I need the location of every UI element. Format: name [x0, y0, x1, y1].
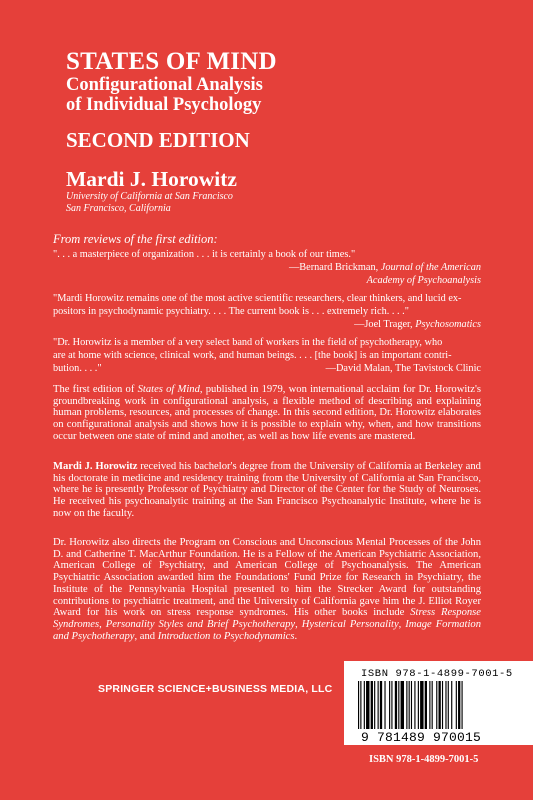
affiliation-line-1: University of California at San Francisco [66, 191, 233, 202]
author-bio-paragraph [53, 461, 481, 520]
edition-label: SECOND EDITION [66, 128, 250, 152]
author-affiliation [66, 191, 233, 215]
review-attribution-1a: —Bernard Brickman, Journal of the American [289, 262, 481, 273]
barcode-bar [436, 681, 437, 729]
publisher-name: SPRINGER SCIENCE+BUSINESS MEDIA, LLC [98, 683, 333, 695]
review-quote-2b: positors in psychodynamic psychiatry. . . . The current book is . . . extremely rich. . . ." [53, 306, 409, 317]
author-awards-paragraph: Dr. Horowitz also directs the Program on Conscious and Unconscious Mental Processes of the John D. and Catherine T. MacArthur Foundation. He is a Fellow of the American Psychiatric Association, American College of Psychiatry, and American College of Psychoanalysis. The American Psychiatric Association awarded him the Foundations' Fund Prize for Research in Psychiatry, the Institute of the Pennsylvania Hospital presented to him the Strecker Award for outstanding contributions to psychiatric treatment, and the University of California gave him the J. Elliot Royer Award for his work on stress response syndromes. His other books include Stress Response Syndromes, Personality Styles and Brief Psychotherapy, Hysterical Personality, Image Formation and Psychotherapy, and Introduction to Psychodynamics. [53, 537, 482, 642]
barcode-bar [462, 681, 463, 729]
author-bio-text: received his bachelor's degree from the University of California at Berkeley and his doctorate in medicine and residency training from the University of California at San Francisco, where he is presently Professor of Psychiatry and Director of the Center for the Study of Neuroses. He received his psychoanalytic training at the San Francisco Psychoanalytic Institute, where he is now on the faculty. [53, 461, 481, 519]
barcode-bar [439, 681, 441, 729]
barcode-bar [458, 681, 460, 729]
barcode-bar [448, 681, 449, 729]
barcode-bar [414, 681, 415, 729]
barcode-bar [395, 681, 397, 729]
barcode-bar [442, 681, 443, 729]
barcode-bar [445, 681, 446, 729]
reviews-heading: From reviews of the first edition: [53, 232, 218, 246]
barcode-bar [432, 681, 433, 729]
barcode-bar [418, 681, 419, 729]
barcode-bar [380, 681, 382, 729]
review-quote-3b: are at home with science, clinical work, and human beings. . . . [the book] is an important contri- [53, 350, 452, 361]
barcode-bar [401, 681, 404, 729]
barcode-bar [358, 681, 359, 729]
book-title: STATES OF MIND [66, 48, 277, 75]
review-attribution-3: —David Malan, The Tavistock Clinic [325, 363, 481, 374]
barcode-bar [429, 681, 430, 729]
barcode-icon [358, 681, 518, 731]
review-attribution-2: —Joel Trager, Psychosomatics [354, 319, 481, 330]
subtitle-line-1: Configurational Analysis [66, 75, 263, 95]
barcode-bar [409, 681, 410, 729]
barcode-bar [384, 681, 385, 729]
isbn-footer: ISBN 978-1-4899-7001-5 [369, 754, 479, 765]
review-quote-1: ". . . a masterpiece of organization . . . it is certainly a book of our times." [53, 249, 356, 260]
barcode-bar [366, 681, 369, 729]
description-paragraph: The first edition of States of Mind, published in 1979, won international acclaim for Dr. Horowitz's groundbreaking work in configurational analysis, a flexible method of describing and explaining human problems, resources, and processes of change. In this second edition, Dr. Horowitz elaborates on configurational analysis and shows how it is possible to explain why, when, and how transitions occur between one state of mind and another, as well as how life events are mastered. [53, 384, 481, 442]
review-quote-2a: "Mardi Horowitz remains one of the most active scientific researchers, clear thinkers, and lucid ex- [53, 293, 462, 304]
subtitle-line-2: of Individual Psychology [66, 95, 262, 115]
barcode-bar [374, 681, 375, 729]
barcode-bar [451, 681, 452, 729]
barcode-number: 9 781489 970015 [361, 730, 482, 745]
barcode-isbn-text: ISBN 978-1-4899-7001-5 [361, 668, 513, 680]
book-subtitle [66, 75, 263, 115]
barcode-bar [360, 681, 361, 729]
barcode-bar [425, 681, 427, 729]
barcode-bar [364, 681, 365, 729]
barcode-bar [389, 681, 390, 729]
review-quote-3c: bution. . . ." [53, 363, 102, 374]
barcode-bar [391, 681, 392, 729]
barcode-bar [398, 681, 399, 729]
barcode-bar [456, 681, 457, 729]
barcode-bar [406, 681, 407, 729]
barcode-bar [378, 681, 379, 729]
barcode-bar [371, 681, 373, 729]
review-attribution-1b: Academy of Psychoanalysis [366, 275, 481, 286]
barcode-bar [420, 681, 423, 729]
review-quote-3a: "Dr. Horowitz is a member of a very select band of workers in the field of psychotherapy, who [53, 337, 443, 348]
barcode-label [344, 661, 533, 745]
affiliation-line-2: San Francisco, California [66, 203, 171, 214]
author-bio-name: Mardi J. Horowitz [53, 461, 138, 472]
author-name: Mardi J. Horowitz [66, 167, 237, 191]
barcode-bar [411, 681, 412, 729]
